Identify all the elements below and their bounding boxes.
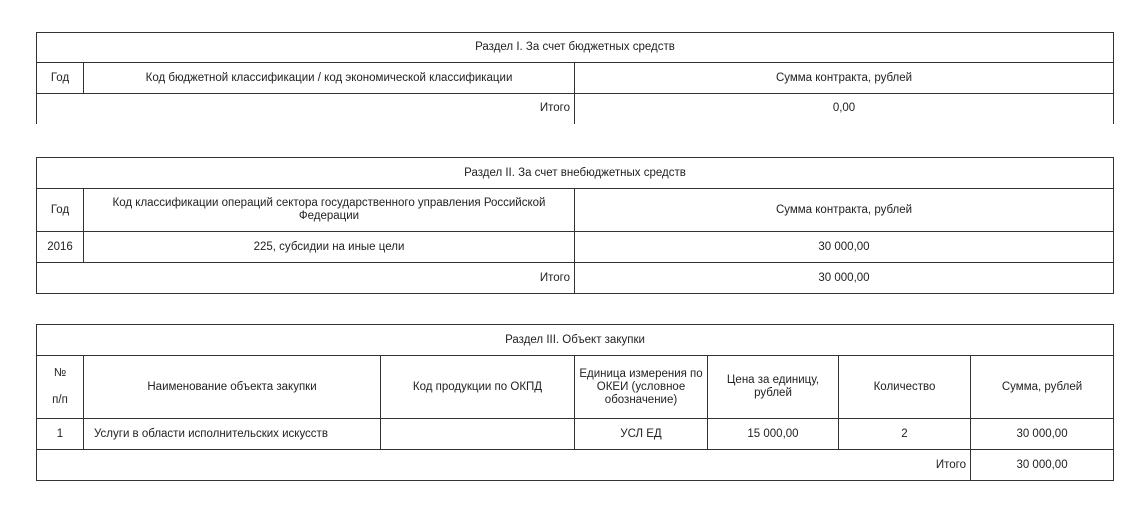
row-unit: УСЛ ЕД — [575, 419, 708, 450]
table-row — [37, 419, 1114, 450]
header-year: Год — [37, 63, 84, 94]
header-okpd-code: Код продукции по ОКПД — [381, 356, 575, 419]
row-year: 2016 — [37, 232, 84, 263]
total-value: 0,00 — [575, 94, 1114, 124]
section-3-title: Раздел III. Объект закупки — [37, 325, 1114, 356]
header-unit-price: Цена за единицу, рублей — [708, 356, 839, 419]
header-object-name: Наименование объекта закупки — [84, 356, 381, 419]
row-number: 1 — [37, 419, 84, 450]
header-number — [37, 356, 84, 419]
header-number-sign: № — [53, 367, 67, 379]
row-unit-price: 15 000,00 — [708, 419, 839, 450]
section-2-title: Раздел II. За счет внебюджетных средств — [37, 158, 1114, 189]
header-quantity: Количество — [839, 356, 971, 419]
table-row — [37, 232, 1114, 263]
section-1-title: Раздел I. За счет бюджетных средств — [37, 33, 1114, 63]
row-object-name: Услуги в области исполнительских искусств — [84, 419, 381, 450]
row-sum: 30 000,00 — [971, 419, 1114, 450]
section-1-table — [36, 32, 1114, 124]
total-value: 30 000,00 — [575, 263, 1114, 294]
section-2-table — [36, 157, 1114, 294]
total-label: Итого — [37, 263, 575, 294]
total-value: 30 000,00 — [971, 450, 1114, 481]
header-contract-amount: Сумма контракта, рублей — [575, 63, 1114, 94]
header-unit: Единица измерения по ОКЕИ (условное обозначение) — [575, 356, 708, 419]
row-code: 225, субсидии на иные цели — [84, 232, 575, 263]
header-budget-code: Код бюджетной классификации / код экономической классификации — [84, 63, 575, 94]
total-label: Итого — [37, 450, 971, 481]
row-okpd-code — [381, 419, 575, 450]
header-number-pp: п/п — [52, 394, 68, 406]
header-operation-code: Код классификации операций сектора государственного управления Российской Федерации — [84, 189, 575, 232]
header-year: Год — [37, 189, 84, 232]
row-amount: 30 000,00 — [575, 232, 1114, 263]
total-label: Итого — [37, 94, 575, 124]
section-3-table — [36, 324, 1114, 481]
row-quantity: 2 — [839, 419, 971, 450]
header-sum: Сумма, рублей — [971, 356, 1114, 419]
header-contract-amount: Сумма контракта, рублей — [575, 189, 1114, 232]
